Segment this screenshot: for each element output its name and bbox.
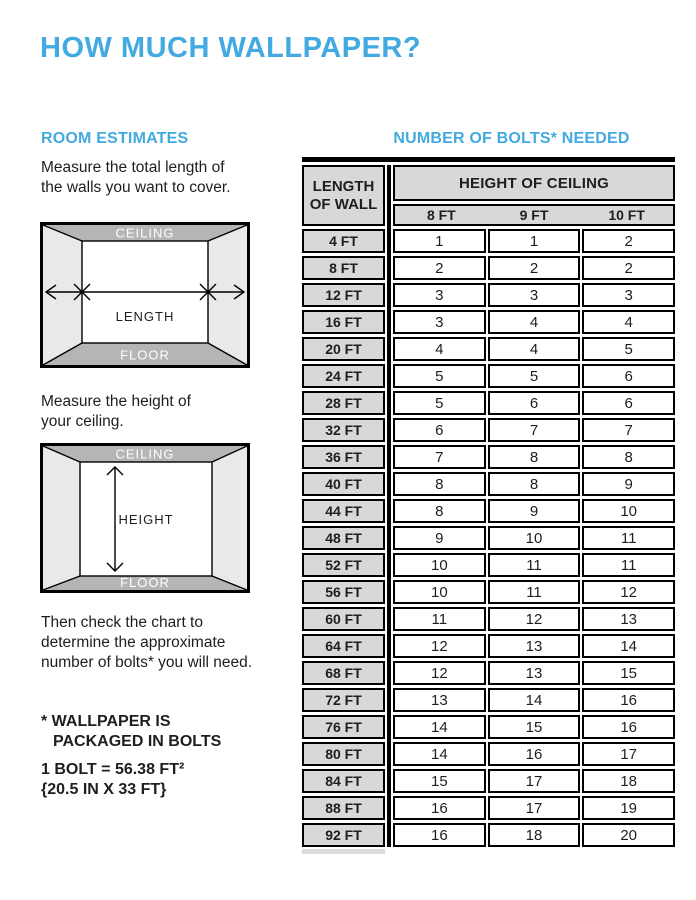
step2-text bbox=[41, 392, 191, 432]
bolt-count-cell: 18 bbox=[488, 823, 581, 847]
bolt-count-cell: 13 bbox=[582, 607, 675, 631]
row-label: 20 FT bbox=[302, 337, 385, 361]
row-label: 44 FT bbox=[302, 499, 385, 523]
bolt-count-cell: 20 bbox=[582, 823, 675, 847]
row-label: 48 FT bbox=[302, 526, 385, 550]
bolt-count-cell: 10 bbox=[393, 580, 486, 604]
bolt-count-cell: 2 bbox=[488, 256, 581, 280]
row-label: 36 FT bbox=[302, 445, 385, 469]
footnote-line1: * WALLPAPER IS bbox=[41, 713, 171, 730]
bolt-count-cell: 13 bbox=[393, 688, 486, 712]
bolt-count-cell: 14 bbox=[488, 688, 581, 712]
bolt-count-cell: 6 bbox=[393, 418, 486, 442]
bolt-count-cell: 2 bbox=[582, 256, 675, 280]
bolt-count-cell: 11 bbox=[582, 553, 675, 577]
step1-text bbox=[41, 158, 231, 198]
bolt-count-cell: 11 bbox=[488, 580, 581, 604]
bolt-count-cell: 10 bbox=[582, 499, 675, 523]
bolt-count-cell: 14 bbox=[393, 742, 486, 766]
row-label: 72 FT bbox=[302, 688, 385, 712]
bolt-count-cell: 9 bbox=[582, 472, 675, 496]
bolt-size-info bbox=[41, 760, 184, 800]
bolt-count-cell: 4 bbox=[393, 337, 486, 361]
row-label: 76 FT bbox=[302, 715, 385, 739]
bolt-count-cell: 7 bbox=[488, 418, 581, 442]
row-label: 60 FT bbox=[302, 607, 385, 631]
bolt-count-cell: 16 bbox=[393, 796, 486, 820]
bolt-count-cell: 4 bbox=[582, 310, 675, 334]
bolts-table-grid bbox=[302, 165, 675, 847]
room-length-diagram bbox=[40, 222, 250, 368]
bolt-info-line1: 1 BOLT = 56.38 FT² bbox=[41, 761, 185, 778]
bolt-count-cell: 12 bbox=[488, 607, 581, 631]
bolt-count-cell: 10 bbox=[488, 526, 581, 550]
bolts-needed-heading: NUMBER OF BOLTS* NEEDED bbox=[393, 130, 630, 147]
bolt-count-cell: 5 bbox=[488, 364, 581, 388]
bolt-count-cell: 8 bbox=[488, 445, 581, 469]
row-label: 64 FT bbox=[302, 634, 385, 658]
step1-line1: Measure the total length of bbox=[41, 159, 225, 176]
row-label: 84 FT bbox=[302, 769, 385, 793]
partial-next-row-sliver bbox=[302, 849, 385, 854]
row-label: 92 FT bbox=[302, 823, 385, 847]
corner-header-length-of-wall bbox=[302, 165, 385, 226]
step2-line2: your ceiling. bbox=[41, 413, 124, 430]
step3-line2: determine the approximate bbox=[41, 634, 226, 651]
bolt-count-cell: 1 bbox=[393, 229, 486, 253]
height-label: HEIGHT bbox=[118, 512, 174, 527]
bolt-count-cell: 16 bbox=[488, 742, 581, 766]
bolt-count-cell: 17 bbox=[488, 796, 581, 820]
bolt-count-cell: 6 bbox=[488, 391, 581, 415]
bolt-count-cell: 10 bbox=[393, 553, 486, 577]
ceiling-label: CEILING bbox=[115, 446, 175, 462]
bolt-count-cell: 3 bbox=[488, 283, 581, 307]
step3-text bbox=[41, 613, 252, 673]
bolt-count-cell: 8 bbox=[488, 472, 581, 496]
bolt-count-cell: 15 bbox=[488, 715, 581, 739]
page-title: HOW MUCH WALLPAPER? bbox=[40, 32, 422, 64]
bolt-count-cell: 9 bbox=[393, 526, 486, 550]
room-estimates-heading: ROOM ESTIMATES bbox=[41, 130, 189, 147]
bolt-count-cell: 15 bbox=[393, 769, 486, 793]
subheader-row bbox=[395, 207, 673, 223]
row-label: 28 FT bbox=[302, 391, 385, 415]
bolt-count-cell: 16 bbox=[582, 688, 675, 712]
row-label: 56 FT bbox=[302, 580, 385, 604]
step2-line1: Measure the height of bbox=[41, 393, 191, 410]
bolt-count-cell: 11 bbox=[488, 553, 581, 577]
group-header-height-of-ceiling: HEIGHT OF CEILING bbox=[393, 165, 675, 201]
bolt-count-cell: 8 bbox=[582, 445, 675, 469]
bolt-count-cell: 9 bbox=[488, 499, 581, 523]
wallpaper-footnote bbox=[41, 712, 221, 752]
bolt-count-cell: 15 bbox=[582, 661, 675, 685]
step3-line3: number of bolts* you will need. bbox=[41, 654, 253, 671]
bolt-count-cell: 17 bbox=[582, 742, 675, 766]
bolt-count-cell: 3 bbox=[393, 310, 486, 334]
row-label: 52 FT bbox=[302, 553, 385, 577]
bolt-info-line2: {20.5 IN X 33 FT} bbox=[41, 781, 167, 798]
bolt-count-cell: 8 bbox=[393, 499, 486, 523]
row-label: 12 FT bbox=[302, 283, 385, 307]
row-label: 40 FT bbox=[302, 472, 385, 496]
bolt-count-cell: 4 bbox=[488, 310, 581, 334]
row-label: 4 FT bbox=[302, 229, 385, 253]
bolt-count-cell: 14 bbox=[393, 715, 486, 739]
step3-line1: Then check the chart to bbox=[41, 614, 203, 631]
row-label: 80 FT bbox=[302, 742, 385, 766]
col-header-9ft: 9 FT bbox=[519, 207, 549, 223]
bolt-count-cell: 6 bbox=[582, 391, 675, 415]
bolt-count-cell: 7 bbox=[393, 445, 486, 469]
bolt-count-cell: 1 bbox=[488, 229, 581, 253]
bolt-count-cell: 2 bbox=[582, 229, 675, 253]
floor-label: FLOOR bbox=[120, 575, 170, 590]
bolt-count-cell: 5 bbox=[582, 337, 675, 361]
left-wall bbox=[43, 446, 80, 590]
bolt-count-cell: 12 bbox=[393, 634, 486, 658]
step1-line2: the walls you want to cover. bbox=[41, 179, 231, 196]
thick-column-divider bbox=[387, 165, 391, 847]
row-label: 68 FT bbox=[302, 661, 385, 685]
bolt-count-cell: 5 bbox=[393, 391, 486, 415]
bolt-count-cell: 12 bbox=[582, 580, 675, 604]
bolt-count-cell: 11 bbox=[582, 526, 675, 550]
bolt-count-cell: 7 bbox=[582, 418, 675, 442]
corner-header-line2: OF WALL bbox=[309, 195, 378, 213]
room-height-diagram bbox=[40, 443, 250, 593]
bolt-count-cell: 18 bbox=[582, 769, 675, 793]
bolt-count-cell: 14 bbox=[582, 634, 675, 658]
bolts-table bbox=[302, 157, 675, 854]
col-header-10ft: 10 FT bbox=[608, 207, 645, 223]
ceiling-height-subheaders bbox=[393, 204, 675, 226]
bolt-count-cell: 2 bbox=[393, 256, 486, 280]
row-label: 8 FT bbox=[302, 256, 385, 280]
bolt-count-cell: 3 bbox=[582, 283, 675, 307]
bolt-count-cell: 8 bbox=[393, 472, 486, 496]
row-label: 24 FT bbox=[302, 364, 385, 388]
bolt-count-cell: 13 bbox=[488, 661, 581, 685]
bolt-count-cell: 6 bbox=[582, 364, 675, 388]
bolt-count-cell: 13 bbox=[488, 634, 581, 658]
bolt-count-cell: 19 bbox=[582, 796, 675, 820]
col-header-8ft: 8 FT bbox=[426, 207, 456, 223]
right-wall bbox=[212, 446, 247, 590]
corner-header-line1: LENGTH bbox=[312, 177, 375, 195]
left-wall bbox=[43, 225, 82, 365]
right-wall bbox=[208, 225, 247, 365]
bolt-count-cell: 12 bbox=[393, 661, 486, 685]
row-label: 16 FT bbox=[302, 310, 385, 334]
bolt-count-cell: 16 bbox=[393, 823, 486, 847]
length-label: LENGTH bbox=[115, 309, 175, 324]
ceiling-label: CEILING bbox=[115, 225, 175, 241]
bolt-count-cell: 3 bbox=[393, 283, 486, 307]
table-top-border bbox=[302, 157, 675, 162]
row-label: 88 FT bbox=[302, 796, 385, 820]
bolt-count-cell: 5 bbox=[393, 364, 486, 388]
floor-label: FLOOR bbox=[120, 347, 170, 363]
bolt-count-cell: 17 bbox=[488, 769, 581, 793]
footnote-line2: PACKAGED IN BOLTS bbox=[53, 733, 222, 750]
bolt-count-cell: 16 bbox=[582, 715, 675, 739]
bolt-count-cell: 4 bbox=[488, 337, 581, 361]
bolt-count-cell: 11 bbox=[393, 607, 486, 631]
row-label: 32 FT bbox=[302, 418, 385, 442]
